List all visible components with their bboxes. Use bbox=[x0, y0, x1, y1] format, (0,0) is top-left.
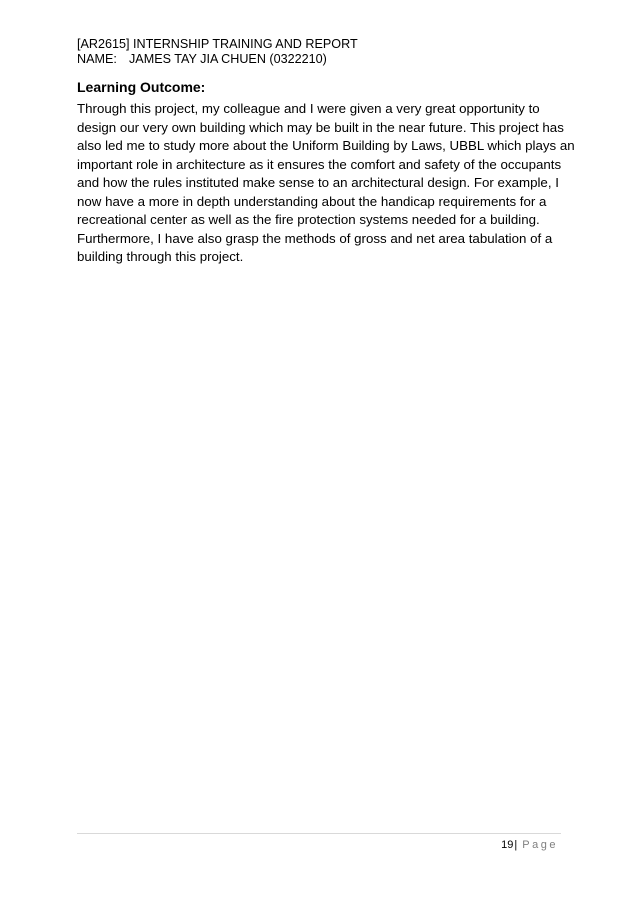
page-number: 19 bbox=[501, 839, 514, 851]
paragraph-line: Through this project, my colleague and I were given a very great opportunity to bbox=[77, 101, 540, 116]
page-footer bbox=[501, 838, 558, 852]
paragraph-line: now have a more in depth understanding about the handicap requirements for a bbox=[77, 193, 547, 209]
learning-outcome-paragraph bbox=[77, 100, 575, 267]
paragraph-line: building through this project. bbox=[77, 249, 244, 264]
paragraph-line: recreational center as well as the fire protection systems needed for a building. bbox=[77, 212, 540, 227]
student-name-line bbox=[77, 52, 557, 67]
paragraph-line: design our very own building which may be built in the near future. This project has bbox=[77, 119, 564, 135]
page-header bbox=[77, 37, 557, 67]
student-name: JAMES TAY JIA CHUEN (0322210) bbox=[129, 52, 327, 66]
footer-separator: | bbox=[514, 839, 518, 851]
paragraph-line: and how the rules instituted make sense to an architectural design. For example, I bbox=[77, 175, 559, 190]
footer-divider bbox=[77, 833, 561, 834]
section-heading: Learning Outcome: bbox=[77, 79, 206, 95]
paragraph-line: also led me to study more about the Uniform Building by Laws, UBBL which plays an bbox=[77, 138, 575, 153]
paragraph-line: Furthermore, I have also grasp the methods of gross and net area tabulation of a bbox=[77, 230, 553, 246]
course-title: [AR2615] INTERNSHIP TRAINING AND REPORT bbox=[77, 37, 358, 51]
page-word: Page bbox=[522, 839, 558, 851]
name-label: NAME: bbox=[77, 52, 117, 66]
paragraph-line: important role in architecture as it ensures the comfort and safety of the occupants bbox=[77, 156, 562, 172]
